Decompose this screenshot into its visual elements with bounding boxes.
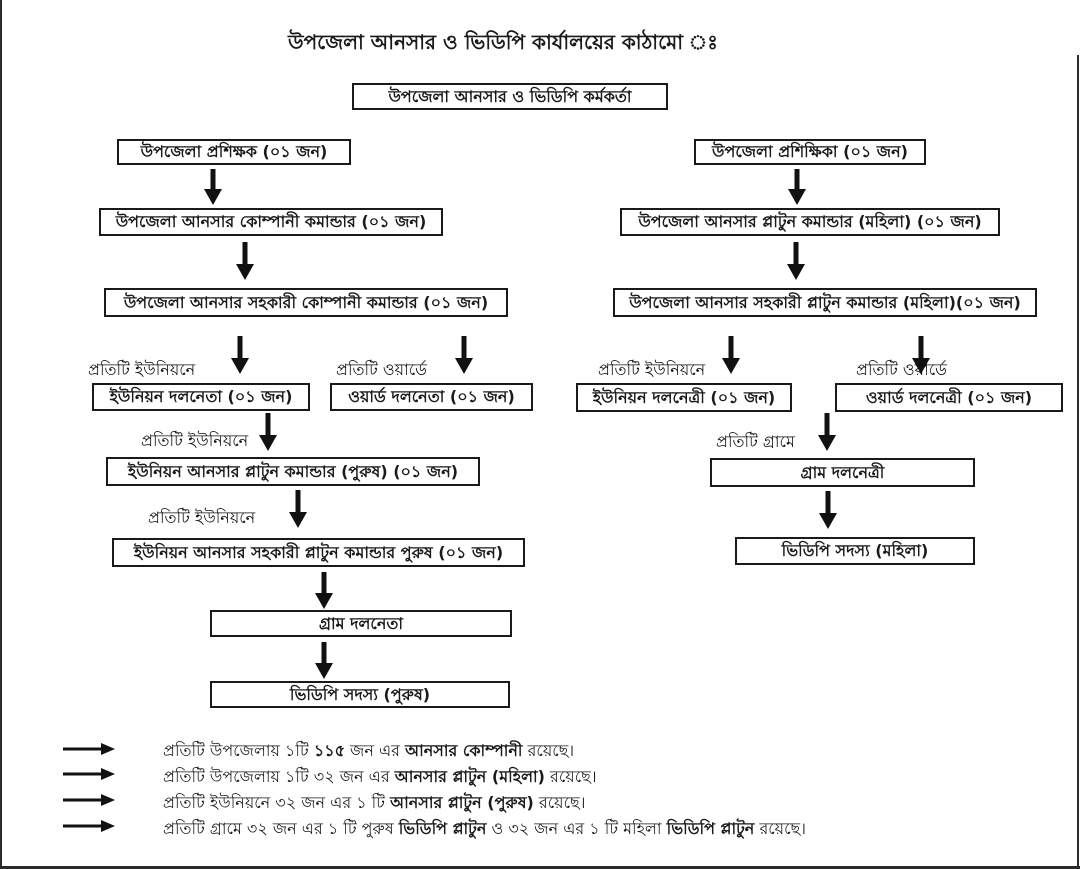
note-text-segment: প্রতিটি গ্রামে ৩২ জন এর ১ টি পুরুষ	[163, 819, 399, 838]
down-arrow-icon	[788, 169, 806, 205]
node-union-leader-male: ইউনিয়ন দলনেতা (০১ জন)	[92, 383, 310, 411]
down-arrow-icon	[818, 413, 836, 451]
note-text-segment: প্রতিটি উপজেলায় ১টি ৩২ জন এর	[163, 767, 395, 786]
down-arrow-icon	[236, 242, 254, 280]
down-arrow-icon	[315, 642, 333, 679]
branch-label-village: প্রতিটি গ্রামে	[716, 432, 795, 451]
node-upazila-trainer-female: উপজেলা প্রশিক্ষিকা (০১ জন)	[694, 139, 926, 165]
note-text-segment: প্রতিটি ইউনিয়নে ৩২ জন এর ১ টি	[163, 793, 391, 812]
down-arrow-icon	[259, 413, 277, 451]
node-root: উপজেলা আনসার ও ভিডিপি কর্মকর্তা	[352, 83, 668, 110]
branch-label-union: প্রতিটি ইউনিয়নে	[598, 360, 706, 379]
note-bold-segment: ১১৫	[313, 741, 345, 760]
note-text-segment: ও ৩২ জন এর ১ টি মহিলা	[486, 819, 667, 838]
note-bold-segment: ভিডিপি প্লাটুন	[666, 819, 755, 838]
note-item	[163, 738, 574, 765]
down-arrow-icon	[455, 336, 473, 374]
down-arrow-icon	[722, 336, 740, 374]
node-union-asst-platoon-commander-male: ইউনিয়ন আনসার সহকারী প্লাটুন কমান্ডার পুরুষ (০১ জন)	[112, 538, 525, 567]
node-ward-leader-female: ওয়ার্ড দলনেত্রী (০১ জন)	[835, 383, 1063, 412]
down-arrow-icon	[231, 336, 249, 374]
right-arrow-icon	[63, 766, 115, 785]
down-arrow-icon	[787, 242, 805, 280]
node-platoon-commander-female: উপজেলা আনসার প্লাটুন কমান্ডার (মহিলা) (০১ জন)	[620, 208, 1000, 236]
branch-label-ward: প্রতিটি ওয়ার্ডে	[336, 360, 427, 379]
node-asst-company-commander: উপজেলা আনসার সহকারী কোম্পানী কমান্ডার (০১ জন)	[104, 288, 508, 317]
node-village-leader-male: গ্রাম দলনেতা	[210, 610, 512, 637]
node-union-leader-female: ইউনিয়ন দলনেত্রী (০১ জন)	[576, 383, 792, 412]
note-text-segment: রয়েছে।	[544, 767, 597, 786]
node-ward-leader-male: ওয়ার্ড দলনেতা (০১ জন)	[330, 383, 533, 411]
down-arrow-icon	[315, 572, 333, 609]
note-bold-segment: আনসার কোম্পানী	[405, 741, 523, 760]
node-village-leader-female: গ্রাম দলনেত্রী	[710, 458, 975, 487]
note-item	[163, 764, 597, 791]
note-bold-segment: আনসার প্লাটুন (মহিলা)	[394, 767, 545, 786]
branch-label-union: প্রতিটি ইউনিয়নে	[148, 508, 256, 527]
page-border-left	[0, 0, 2, 869]
note-text-segment: রয়েছে।	[522, 741, 575, 760]
right-arrow-icon	[63, 818, 115, 837]
note-bold-segment: ভিডিপি প্লাটুন	[398, 819, 487, 838]
right-arrow-icon	[63, 741, 115, 760]
note-text-segment: রয়েছে।	[754, 819, 806, 838]
note-item	[163, 816, 806, 843]
node-vdp-member-male: ভিডিপি সদস্য (পুরুষ)	[210, 681, 510, 708]
node-union-platoon-commander-male: ইউনিয়ন আনসার প্লাটুন কমান্ডার (পুরুষ) (০১ জন)	[106, 457, 480, 486]
note-bold-segment: আনসার প্লাটুন (পুরুষ)	[390, 793, 534, 812]
node-asst-platoon-commander-female: উপজেলা আনসার সহকারী প্লাটুন কমান্ডার (মহিলা)(০১ জন)	[613, 288, 1037, 317]
node-company-commander: উপজেলা আনসার কোম্পানী কমান্ডার (০১ জন)	[99, 208, 443, 236]
note-text-segment: প্রতিটি উপজেলায় ১টি	[163, 741, 314, 760]
note-text-segment: জন এর	[344, 741, 406, 760]
note-item	[163, 790, 585, 817]
page-border-right	[1077, 55, 1079, 869]
down-arrow-icon	[289, 490, 307, 528]
branch-label-union: প্রতিটি ইউনিয়নে	[88, 360, 196, 379]
branch-label-ward: প্রতিটি ওয়ার্ডে	[856, 360, 947, 379]
page-title: উপজেলা আনসার ও ভিডিপি কার্যালয়ের কাঠামো ঃ	[288, 30, 718, 54]
right-arrow-icon	[63, 792, 115, 811]
down-arrow-icon	[204, 169, 222, 205]
down-arrow-icon	[819, 491, 837, 529]
node-upazila-trainer-male: উপজেলা প্রশিক্ষক (০১ জন)	[117, 139, 351, 165]
node-vdp-member-female: ভিডিপি সদস্য (মহিলা)	[735, 537, 975, 565]
branch-label-union: প্রতিটি ইউনিয়নে	[141, 431, 249, 450]
note-text-segment: রয়েছে।	[533, 793, 586, 812]
